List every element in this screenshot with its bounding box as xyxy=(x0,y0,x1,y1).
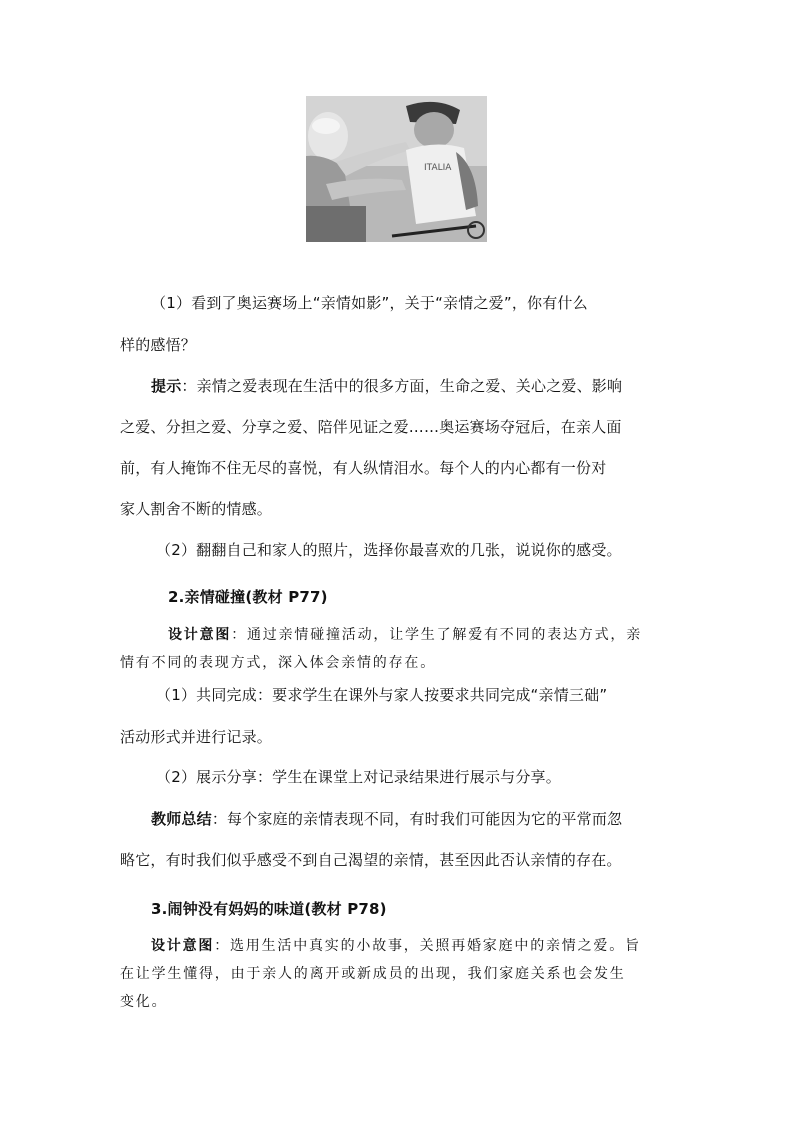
question-1-line-2: 样的感悟？ xyxy=(120,336,197,354)
section-2-item-2: （2）展示分享：学生在课堂上对记录结果进行展示与分享。 xyxy=(156,768,561,786)
teacher-summary-label: 教师总结 xyxy=(151,810,212,828)
hint-line-3: 前，有人掩饰不住无尽的喜悦，有人纵情泪水。每个人的内心都有一份对 xyxy=(120,459,607,477)
olympic-cyclist-photo xyxy=(306,96,487,242)
section-2-item-1-line-1: （1）共同完成：要求学生在课外与家人按要求共同完成“亲情三础” xyxy=(156,686,608,704)
teacher-summary-line-1 xyxy=(151,808,622,829)
section-3-intent-line-3: 变化。 xyxy=(120,994,168,1010)
section-2-intent-text-1: ：通过亲情碰撞活动，让学生了解爱有不同的表达方式，亲 xyxy=(231,627,643,643)
hint-line-4: 家人割舍不断的情感。 xyxy=(120,500,273,518)
section-2-item-1-line-2: 活动形式并进行记录。 xyxy=(120,728,273,746)
section-2-intent-line-1 xyxy=(168,624,642,644)
section-3-title: 3.闹钟没有妈妈的味道(教材 P78) xyxy=(151,900,387,918)
teacher-summary-line-2: 略它，有时我们似乎感受不到自己渴望的亲情，甚至因此否认亲情的存在。 xyxy=(120,851,622,869)
hint-line-1 xyxy=(151,375,622,396)
section-3-intent-text-1: ：选用生活中真实的小故事，关照再婚家庭中的亲情之爱。旨 xyxy=(214,938,641,954)
question-1-line-1: （1）看到了奥运赛场上“亲情如影”，关于“亲情之爱”，你有什么 xyxy=(151,294,588,312)
section-3-intent-line-1 xyxy=(151,935,641,955)
hint-text-1: ：亲情之爱表现在生活中的很多方面，生命之爱、关心之爱、影响 xyxy=(181,377,623,395)
section-2-title: 2.亲情碰撞(教材 P77) xyxy=(168,588,328,606)
section-2-intent-label: 设计意图 xyxy=(168,627,232,643)
teacher-summary-text-1: ：每个家庭的亲情表现不同，有时我们可能因为它的平常而忽 xyxy=(211,810,623,828)
svg-text:ITALIA: ITALIA xyxy=(424,163,452,173)
question-2: （2）翻翻自己和家人的照片，选择你最喜欢的几张，说说你的感受。 xyxy=(156,541,622,559)
hint-line-2: 之爱、分担之爱、分享之爱、陪伴见证之爱……奥运赛场夺冠后，在亲人面 xyxy=(120,418,622,436)
section-3-intent-line-2: 在让学生懂得，由于亲人的离开或新成员的出现，我们家庭关系也会发生 xyxy=(120,966,626,982)
hint-label: 提示 xyxy=(151,377,182,395)
section-2-intent-line-2: 情有不同的表现方式，深入体会亲情的存在。 xyxy=(120,655,436,671)
section-3-intent-label: 设计意图 xyxy=(151,938,215,954)
